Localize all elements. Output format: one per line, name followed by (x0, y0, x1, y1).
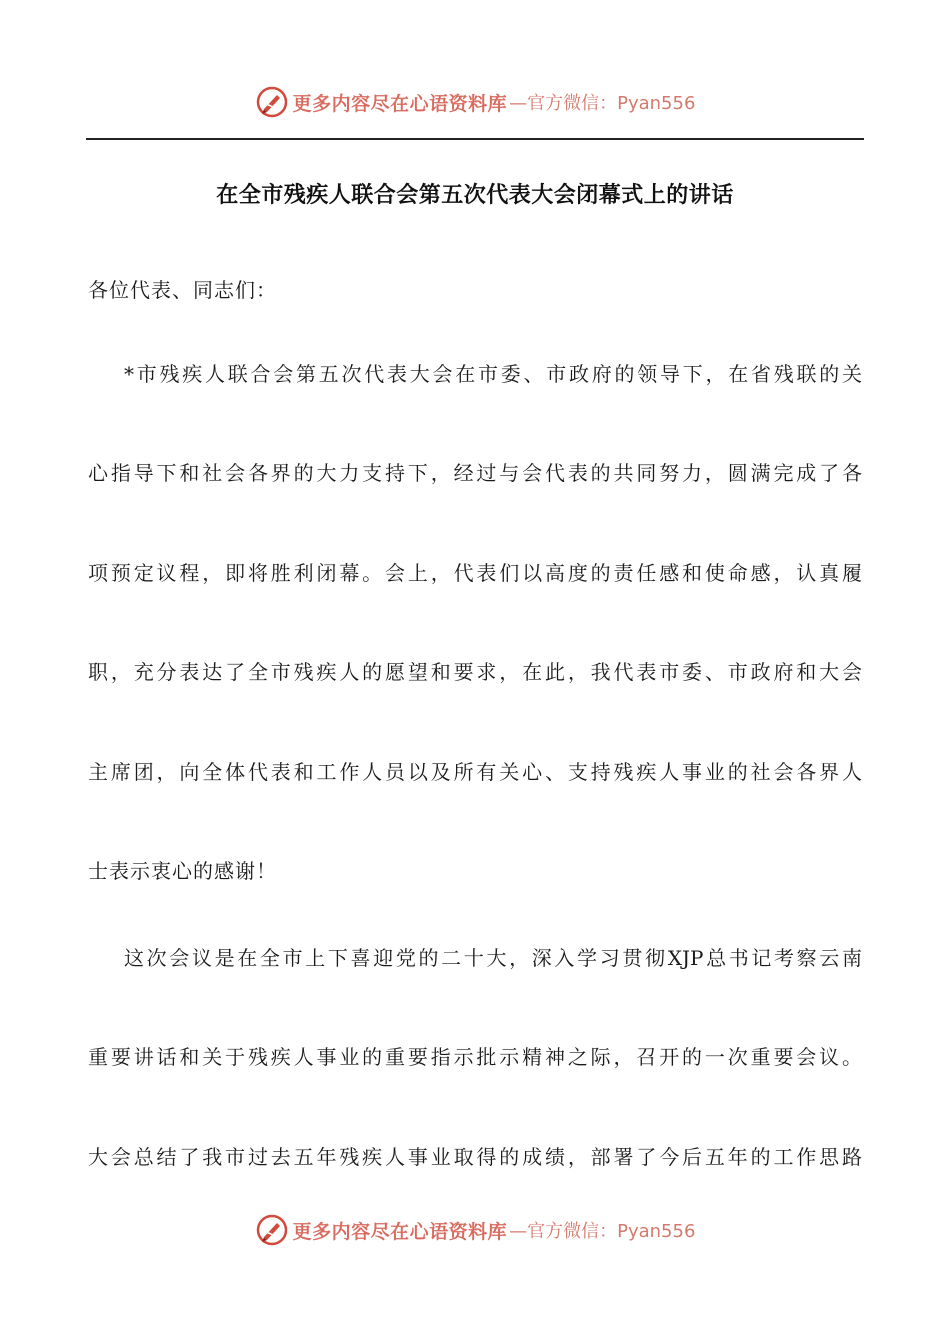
paragraph-line: 主席团，向全体代表和工作人员以及所有关心、支持残疾人事业的社会各界人 (88, 760, 862, 784)
paragraph-line: 这次会议是在全市上下喜迎党的二十大，深入学习贯彻XJP总书记考察云南 (124, 946, 862, 970)
banner-main-text: 更多内容尽在心语资料库 (292, 92, 508, 115)
paragraph-line: 项预定议程，即将胜利闭幕。会上，代表们以高度的责任感和使命感，认真履 (88, 561, 862, 585)
document-title: 在全市残疾人联合会第五次代表大会闭幕式上的讲话 (216, 183, 734, 208)
header-divider (86, 138, 864, 140)
pen-logo-icon (255, 1213, 289, 1247)
header-banner (0, 82, 950, 122)
paragraph-line: 职，充分表达了全市残疾人的愿望和要求，在此，我代表市委、市政府和大会 (88, 660, 862, 684)
paragraph-line: 大会总结了我市过去五年残疾人事业取得的成绩，部署了今后五年的工作思路 (88, 1145, 862, 1169)
banner-wechat-text: —官方微信：Pyan556 (509, 1221, 696, 1242)
salutation: 各位代表、同志们： (88, 278, 277, 302)
banner-wechat-text: —官方微信：Pyan556 (509, 93, 696, 114)
paragraph-line: *市残疾人联合会第五次代表大会在市委、市政府的领导下，在省残联的关 (124, 362, 862, 386)
paragraph-line: 心指导下和社会各界的大力支持下，经过与会代表的共同努力，圆满完成了各 (88, 461, 862, 485)
paragraph-line: 士表示衷心的感谢！ (88, 859, 277, 883)
banner-main-text: 更多内容尽在心语资料库 (292, 1220, 508, 1243)
pen-logo-icon (255, 85, 289, 119)
footer-banner (0, 1210, 950, 1250)
paragraph-line: 重要讲话和关于残疾人事业的重要指示批示精神之际，召开的一次重要会议。 (88, 1045, 862, 1069)
